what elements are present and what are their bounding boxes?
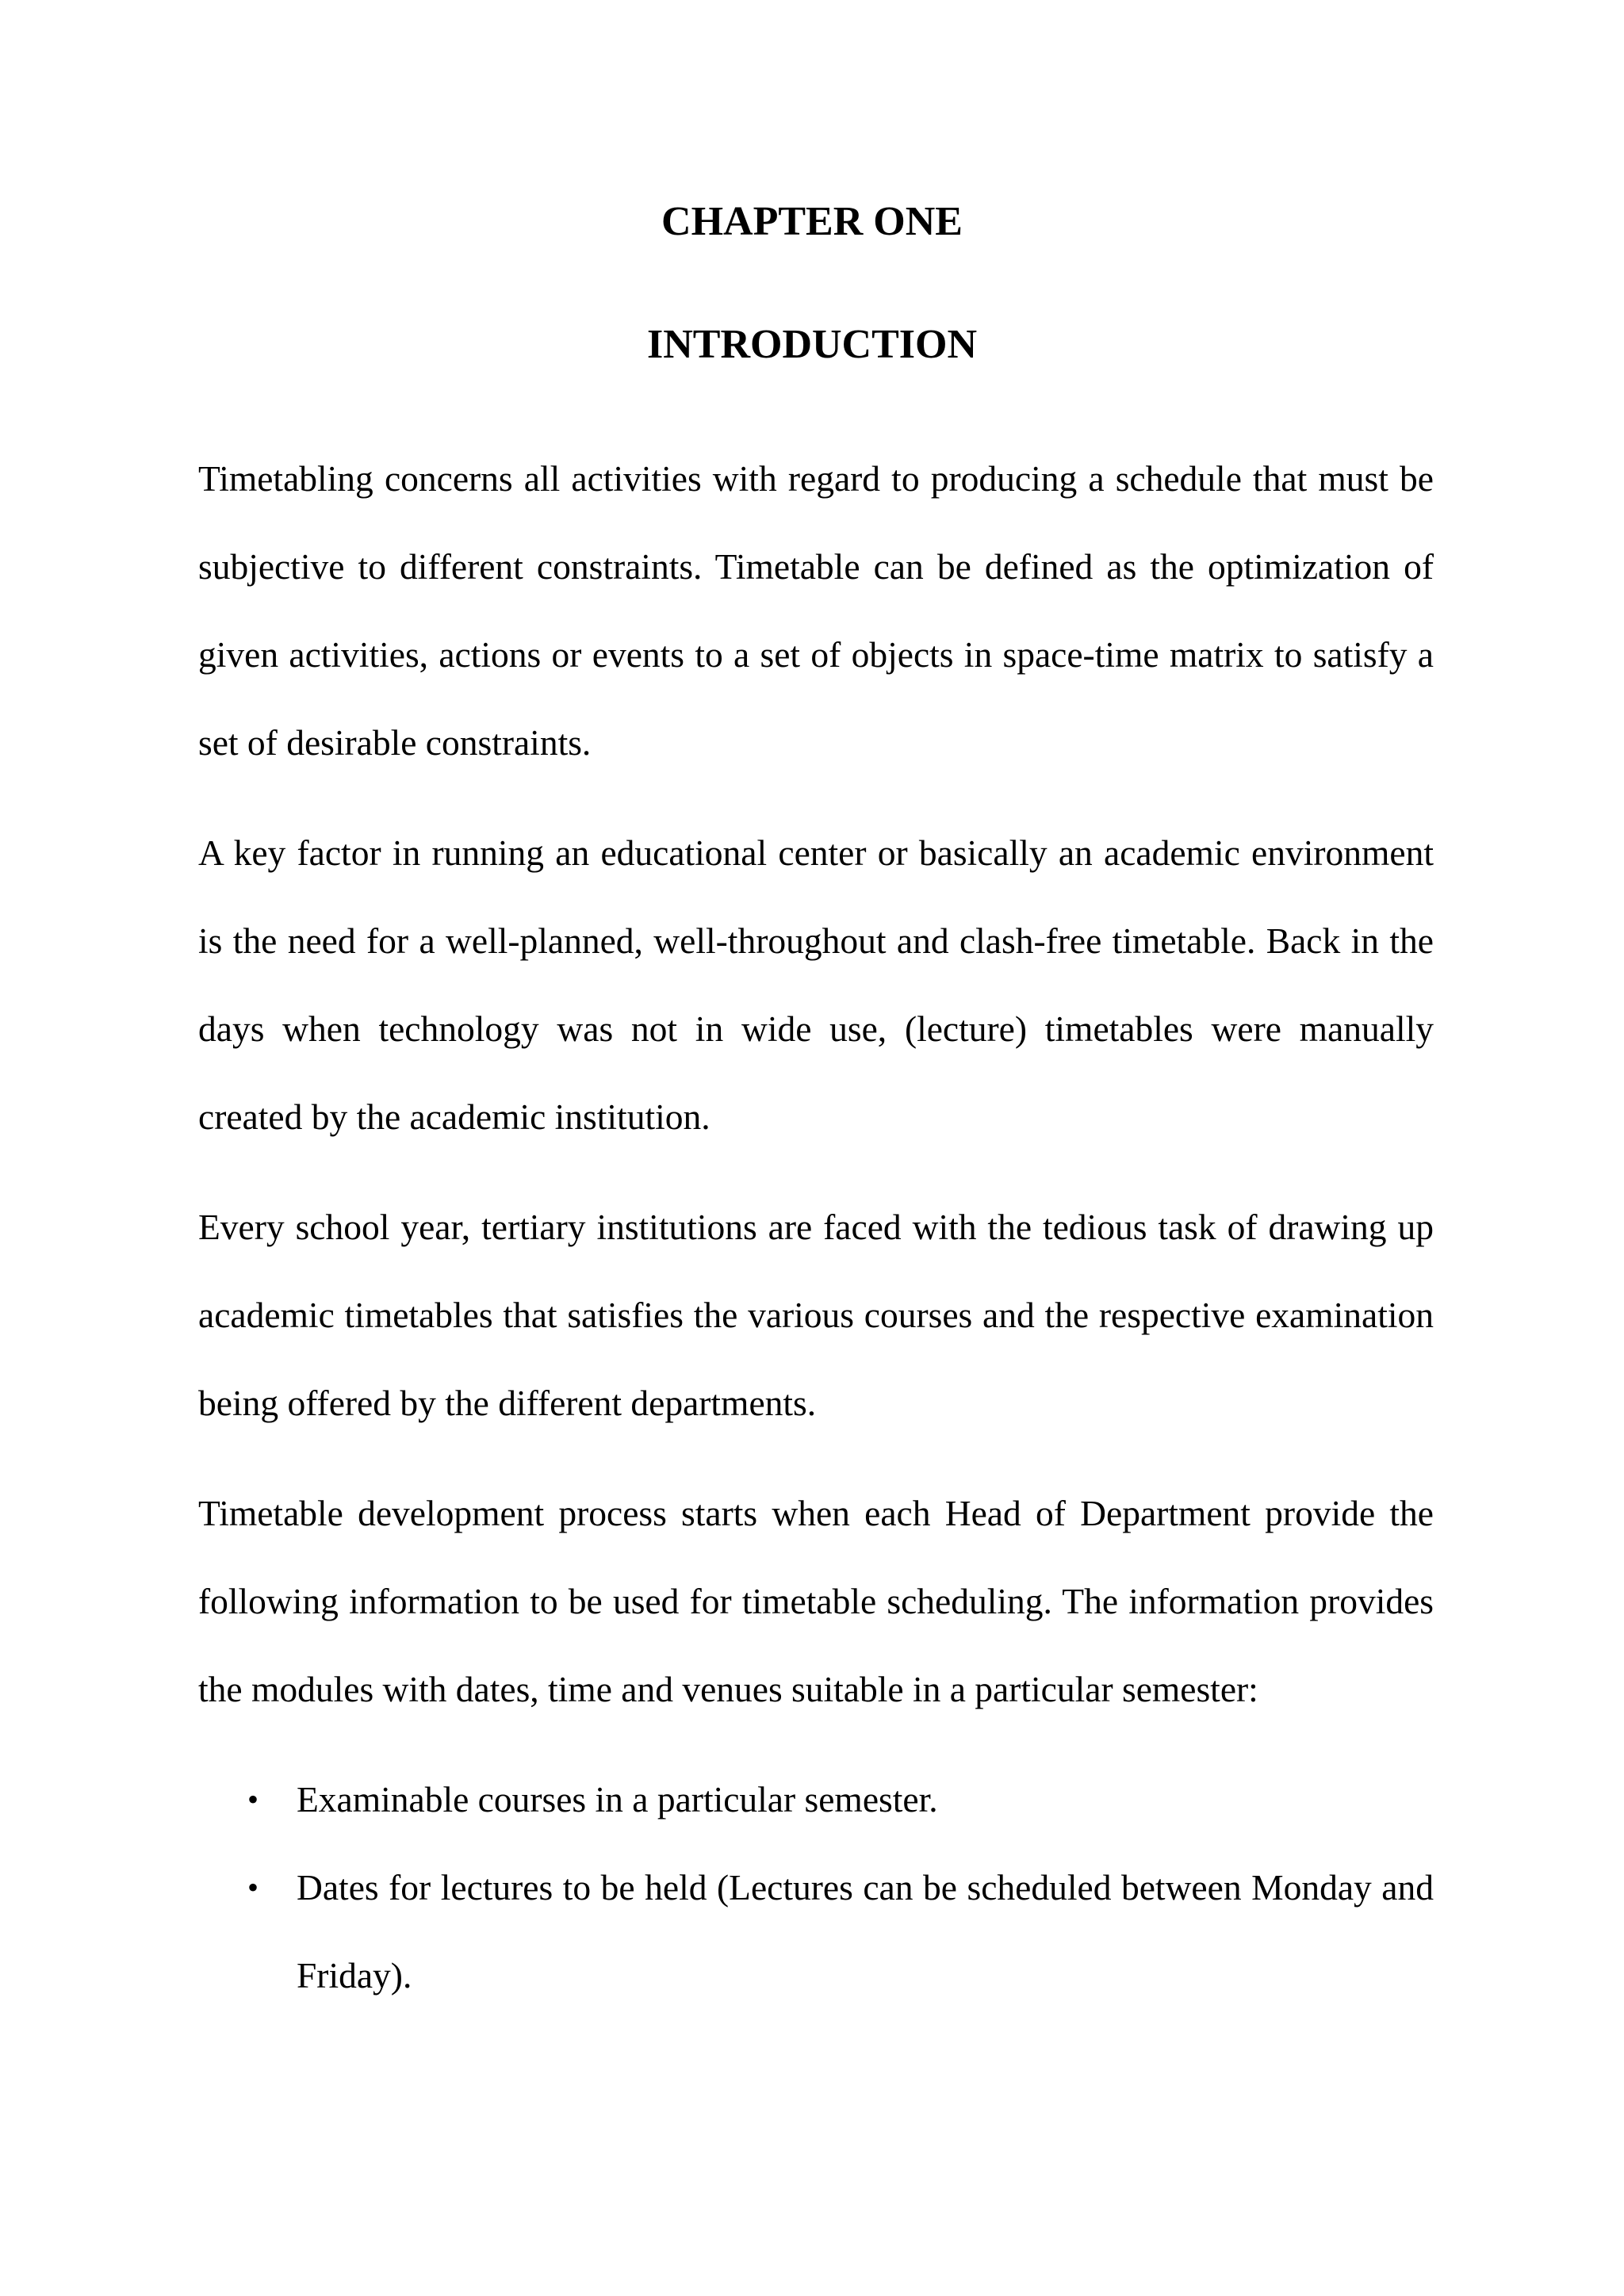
paragraph-timetabling-definition: Timetabling concerns all activities with regard to producing a schedule that must be subjective to different constraints. Timetable can be defined as the optimization of given activities, actions or events to a set of objects in space-time matrix to satisfy a set of desirable constraints. [198, 458, 1434, 763]
list-item-text: Dates for lectures to be held (Lectures can be scheduled between Monday and Friday). [297, 1867, 1434, 1996]
bullet-icon: • [247, 1869, 259, 1905]
paragraph-development-process: Timetable development process starts when each Head of Department provide the following information to be used for timetable scheduling. The information provides the modules with dates, time and venues suitable in a particular semester: [198, 1493, 1434, 1709]
body-text [198, 434, 1434, 2019]
bullet-icon: • [247, 1781, 259, 1817]
chapter-title: INTRODUCTION [646, 322, 978, 367]
paragraph-key-factor: A key factor in running an educational center or basically an academic environment is the need for a well-planned, well-throughout and clash-free timetable. Back in the days when technology was not in wide use, (lecture) timetables were manually created by the academic institution. [198, 832, 1434, 1137]
list-item-text: Examinable courses in a particular semester. [297, 1779, 938, 1820]
list-item [198, 1755, 1434, 1843]
list-item [198, 1843, 1434, 2019]
paragraph-school-year: Every school year, tertiary institutions are faced with the tedious task of drawing up academic timetables that satisfies the various courses and the respective examination being offered by the different departments. [198, 1207, 1434, 1423]
bullet-list [198, 1755, 1434, 2019]
chapter-number: CHAPTER ONE [661, 199, 963, 244]
